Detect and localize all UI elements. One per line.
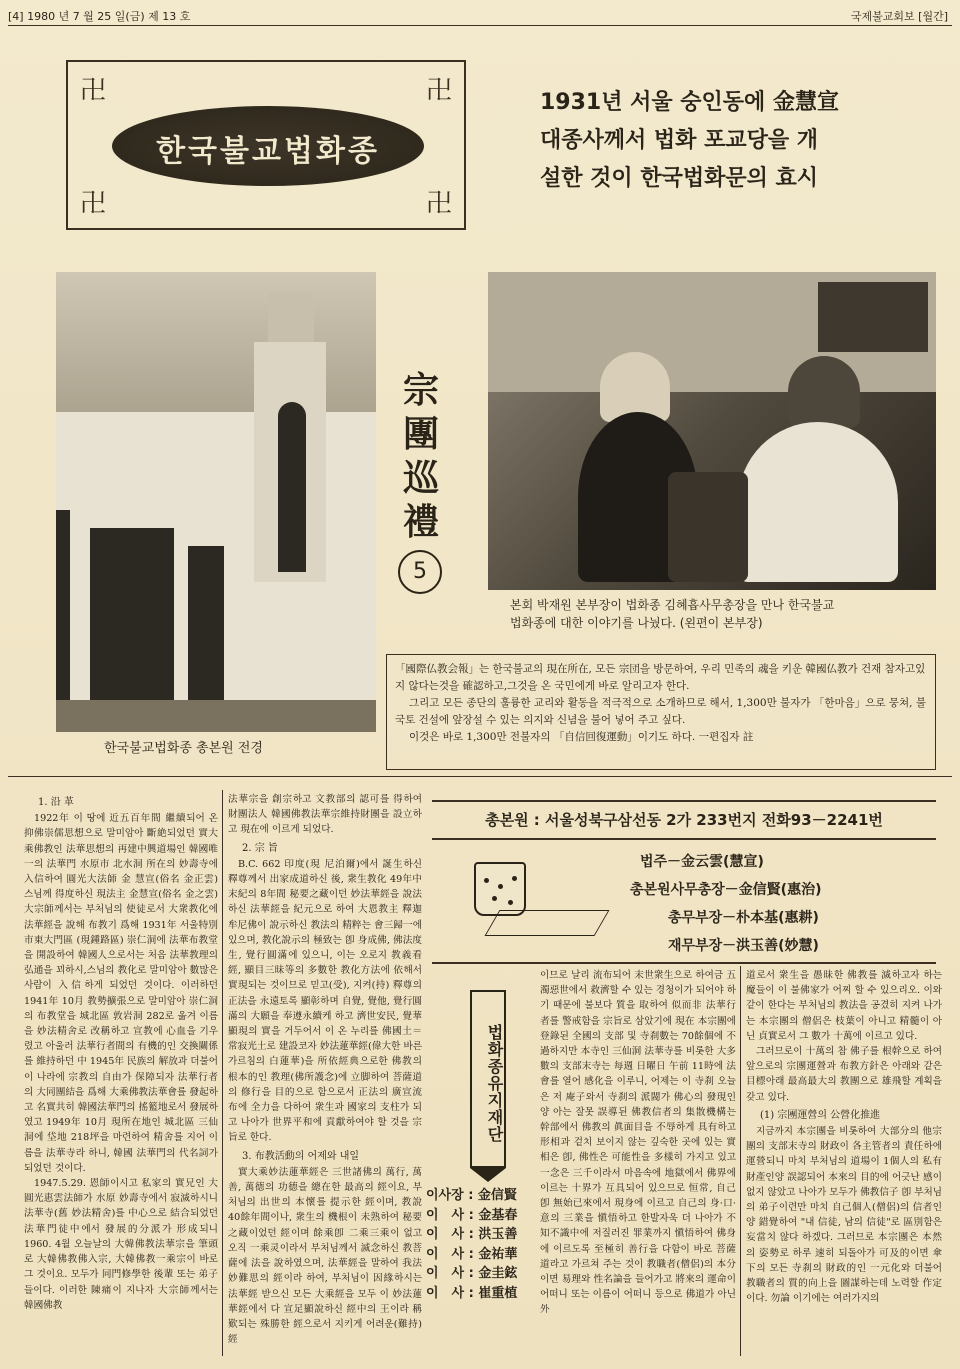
front-window: [188, 546, 224, 700]
article-paragraph: 實大乘妙法蓮華經은 三世諸佛의 萬行, 萬善, 萬德의 功德을 總在한 最高의 經이요, 부처님의 出世의 本懷를 提示한 經이며, 教說 40餘年間이나, 衆生의 機根이 未熟하여 秘要之藏이었던 經이며 餘乘卽 二乘三乘이 없고 오직 一乘灵이라서 부처님께서 滅念하신 教菩薩에 法을 說하였으며, 法華經을 말하여 我法妙難思의 經이라 하여, 부처님이 因緣하시는 法華經 받으신 모든 大乘經을 모두 이 妙法蓮華經에서 다 宣足顯說하신 經中의 王이라 稱歎되는 殊勝한 經으로서 지키게 어려운(難持) 經: [228, 1166, 422, 1346]
section-heading: 3. 布教活動의 어제와 내일: [242, 1150, 360, 1162]
cup-dot: [498, 884, 503, 889]
cup-dot: [512, 876, 517, 881]
article-paragraph: 法華宗을 創宗하고 文教部의 認可를 得하여 財團法人 韓國佛教法華宗維持財團을 設立하고 現在에 이르게 되었다.: [228, 794, 422, 836]
article-column-4: [746, 968, 942, 1354]
article-column-2: [228, 792, 422, 1354]
article-paragraph: 1947.5.29. 恩師이시고 私家의 實兄인 大圓光惠雲法師가 水原 妙壽寺에서 寂滅하시니 法華寺(舊 妙法精舍)를 中心으로 結合되었던 法華門徒中에서 發展的分派가 形成되니 1960. 4월 오늘날의 大韓佛教法華宗을 筆頭로 大韓佛教佛入宗, 大韓佛教一乘宗이 바로 그 것이요. 모두가 同門修學한 後輩 또는 弟子들이다. 이러한 陳痛이 지나자 大宗師께서는 韓國佛教: [24, 1178, 218, 1311]
column-rule: [222, 790, 223, 1356]
staff-box: [432, 840, 936, 964]
cup-dot: [508, 900, 513, 905]
director-entry: 이 사 : 洪玉善: [426, 1227, 518, 1242]
staff-entry: 총본원사무총장－金信賢(惠治): [630, 882, 822, 898]
director-entry: 이 사 : 金基春: [426, 1207, 518, 1223]
front-door: [90, 528, 174, 700]
meeting-caption: [510, 596, 940, 632]
address-line: 총본원 : 서울성북구삼선동 2가 233번지 전화93－2241번: [432, 800, 936, 840]
tower-window: [278, 402, 306, 572]
director-entry: 이사장 : 金信賢: [426, 1188, 517, 1203]
cup-dot: [484, 878, 489, 883]
staff-list: [630, 848, 930, 960]
manji-symbol-icon: 卍: [425, 189, 452, 219]
editor-note-paragraph: 「國際仏教会報」는 한국불교의 現在所在, 모든 宗団을 방문하여, 우리 민족의 魂을 키운 韓國仏教가 건재 참자고있지 않다는것을 確認하고,그것을 온 국민에게 바로 알리고자 한다.: [395, 663, 926, 692]
title-banner: [66, 60, 466, 230]
article-paragraph: 이므로 날리 流布되어 末世衆生으로 하여금 五濁惡世에서 救濟할 수 있는 경청이가 되어야 하기 때문에 불보다 質을 取하여 似而非 法華行者를 警戒함을 宗旨로 삼았기에 現在 本宗團에 登錄된 全國의 支部 및 寺刹數는 70餘個에 不過하지만 本寺인 三仙洞 法華寺를 비롯한 大多數의 支部末寺는 每週 日曜日 午前 11時에 法會를 열어 感化을 이루니, 어제는 이 寺刹 오늘은 저 庵子와서 寺刹의 派閥가 佛心의 發現인양 아는 잘못 誤導된 佛教信者의 集散機構는 幹部에서 佛教의 眞面目을 不辱하게 具有하고 形相과 겉치 보이지 않는 깊숙한 곳에 있는 實相은 卽, 佛性은 可能性을 多樣히 가지고 있고 一念은 三千이라서 마음속에 地獄에서 佛界에 이르는 十界가 互具되어 있으므로 恒常, 自己 卽 無始已來에서 現身에 이르고 自己의 身·口·意의 三業을 愼悟하고 한발자욱 더 나아가 不知不識中에 저질러진 罪業까지 愼悟하여 佛身에 이르도록 至極히 善行을 다함이 바로 菩薩道라고 가르쳐 주는 것이 教職者(僧侶)의 本分이면 易理와 性名論을 들어가고 將來의 運命이 어떠니 또는 이름이 어떠니 등으로 佛道가 아닌 外: [540, 970, 736, 1316]
editor-note-box: [386, 654, 936, 770]
page-header: [8, 6, 952, 26]
article-paragraph: 1922年 이 땅에 近五百年間 繼續되어 온 抑佛崇儒思想으로 말미암아 斷絶되었던 實大乘佛教인 法華思想의 再建中興道場인 韓國唯一의 法華門 水原市 北水洞 所在의 妙壽寺에 入信하여 圓光大法師 金 慧宣(俗名 金正雲) 스님께 得度하신 現法主 金慧宣(俗名 金之雲) 大宗師께서는 부처님의 使徒로서 大衆教化에 法華經을 說해 布教기 爲해 1931年 서울特別市東大門區 (現鍾路區) 崇仁洞에 法華布教堂을 開設하여 韓國人으로서는 처음 法華教理의 弘通을 꾀하시,스님의 教化로 말미암아 數많은 사람이 入信하게 되었던 것이다. 이러하던 1941年 10月 教勢擴張으로 말미암아 崇仁洞의 布教堂을 城北區 敦岩洞 282로 옮겨 이름을 妙法精舍로 改稱하고 宣教에 心血을 기우렸고 아울러 法華行者間의 有機的인 交換關係를 維持하던 中 1945年 民族의 解放과 더불어 이 나라에 宗教의 自由가 保障되자 法華行者의 大同團結을 爲해 大乘佛教法華會를 發起하고 名實共히 韓國法華門의 搖籃地로서 發展하였고 1949年 10月 現所在地인 城北區 三仙洞에 垈地 218坪을 마련하여 精舍를 지어 이름을 法華寺라 하니, 韓國 法華門의 代名詞가 되었던 것이다.: [24, 813, 218, 1174]
section-divider: [8, 776, 952, 777]
series-number: 5: [398, 550, 442, 594]
caption-line: 본회 박재원 본부장이 법화종 김혜흡사무총장을 만나 한국불교: [510, 598, 835, 612]
series-title: 宗團巡禮: [402, 369, 439, 543]
article-column-1: [24, 792, 218, 1354]
article-paragraph: 지금까지 本宗團을 비롯하여 大部分의 他宗團의 支部末寺의 財政이 各主管者의 責任하에 運營되니 마치 부처님의 道場이 1個人의 私有財產인양 誤認되어 本來의 目的에 어긋난 感이 없지 않았고 나아가 모두가 佛教信子 卽 부처님의 弟子이련만 마치 自己個人(僧侶)의 信者인양 錯覺하여 "내 信徒, 남의 信徒"로 區別함은 妄當치 않다 하겠다. 그러므로 本宗團은 本然의 姿勢로 하루 速히 되돌아가 可及的이면 傘下의 모든 寺刹의 財政的인 一元化와 더불어 教職者의 質的向上을 圖謀하는데 노력할 作定이다. 勿論 이기에는 여러가지의: [746, 1126, 942, 1305]
building-cupola: [268, 292, 314, 348]
director-entry: 이 사 : 金圭鉉: [426, 1266, 518, 1281]
paper-illustration-icon: [484, 910, 609, 936]
article-column-3: [540, 968, 736, 1354]
publication-name: 국제불교회보 [월간]: [850, 10, 948, 23]
manji-symbol-icon: 卍: [80, 76, 107, 106]
staff-entry: 법주－金云雲(慧宣): [640, 854, 764, 870]
editor-note-paragraph: 이것은 바로 1,300만 전불자의 「自信回復運動」이기도 하다. 一편집자 註: [409, 731, 754, 743]
article-paragraph: 그러므로이 十萬의 참 佛子를 根幹으로 하여 앞으로의 宗團運營과 布教方針은 아래와 같은 目標아래 最高最大의 教團으로 雄飛할 계획을 갖고 있다.: [746, 1046, 942, 1103]
building-steps: [56, 700, 376, 732]
column-rule: [740, 966, 741, 1356]
manji-symbol-icon: 卍: [425, 76, 452, 106]
arrow-down-icon: [470, 1168, 506, 1182]
photo-window: [818, 282, 928, 352]
cup-illustration-icon: [474, 862, 526, 916]
headline-line: 대종사께서 법화 포교당을 개: [540, 128, 819, 153]
page-title: 한국불교법화종: [156, 134, 380, 169]
staff-entry: 재무부장－洪玉善(妙慧): [668, 938, 819, 954]
headline: [540, 84, 870, 198]
editor-note-paragraph: 그리고 모든 종단의 훌륭한 교리와 활동을 적극적으로 소개하므로 해서, 1,300만 불자가 「한마음」으로 뭉쳐, 불국토 건설에 앞장설 수 있는 의지와 신념을 불어 넣어 주고 싶다.: [395, 697, 926, 726]
meeting-photo: [488, 272, 936, 590]
staff-entry: 총무부장－朴本基(惠耕): [668, 910, 819, 926]
director-entry: 이 사 : 金祐華: [426, 1246, 518, 1262]
directors-list: [426, 1186, 532, 1303]
director-entry: 이 사 : 崔重植: [426, 1285, 518, 1301]
article-paragraph: B.C. 662 印度(現 尼泊爾)에서 誕生하신 釋尊께서 出家成道하신 後, 衆生教化 49年中 末紀의 8年間 秘要之藏이던 妙法華經을 說法하신 法華經을 紀元으로 하여 大恩教主 釋迦牟尼佛이 說示하신 教法의 精粹는 會三歸一에 있으며, 教化說示의 極致는 卽 身成佛, 佛法度生, 覺行圓滿에 있으니, 이는 오로지 教義看經, 顯目三昧等의 多數한 教化方法에 依해서 實現되는 것이므로 믿고(受), 지켜(持) 釋尊의 正法을 永遠토록 顯彰하며 自覺, 覺他, 覺行圓滿의 大願을 奉遵永續케 하고 濟世安民, 覺華顯現의 實을 거두어서 이 온 누리를 佛國土＝常寂光土로 建設코자 妙法蓮華經(偉大한 바른 가르침의 白蓮華)을 所依經典으로한 佛教의 根本的인 教理(佛所護念)에 立脚하여 菩薩道의 修行을 目的으로 함으로서 正法의 廣宣流布에 全力을 다하여 衆生과 國家의 支柱가 되고 나아가 世界平和에 貢獻하여야 할 것을 宗旨로 한다.: [228, 858, 422, 1144]
headline-line: 설한 것이 한국법화문의 효시: [540, 166, 819, 191]
manji-symbol-icon: 卍: [80, 189, 107, 219]
side-window: [56, 510, 70, 700]
section-heading: (1) 宗團運營의 公營化推進: [760, 1109, 881, 1121]
section-heading: 2. 宗 旨: [242, 842, 278, 854]
foundation-title: 법화종유지재단: [470, 990, 506, 1168]
person-head: [788, 356, 860, 428]
caption-line: 법화종에 대한 이야기를 나눴다. (왼편이 본부장): [510, 616, 763, 630]
armchair: [668, 472, 748, 582]
cup-dot: [492, 896, 497, 901]
section-heading: 1. 沿 革: [38, 797, 74, 808]
headline-line: 1931년 서울 숭인동에 金慧宣: [540, 90, 839, 115]
article-paragraph: 道로서 衆生을 愚昧한 佛教를 滅하고자 하는 魔들이 이 불佛家가 어찌 할 수 있으리오. 이와 같이 한다는 부처님의 教法을 공겼히 지켜 나가는 本宗團의 僧侶은 枝葉이 아니고 精髓이 아닌 貞實로서 그 數가 十萬에 이르고 있다.: [746, 970, 942, 1042]
headquarters-photo: [56, 272, 376, 732]
person-shirt: [738, 422, 898, 582]
title-oval: [112, 106, 424, 186]
headquarters-caption: 한국불교법화종 총본원 전경: [104, 741, 263, 756]
issue-info: [4] 1980 년 7 월 25 일(금) 제 13 호: [8, 10, 191, 23]
